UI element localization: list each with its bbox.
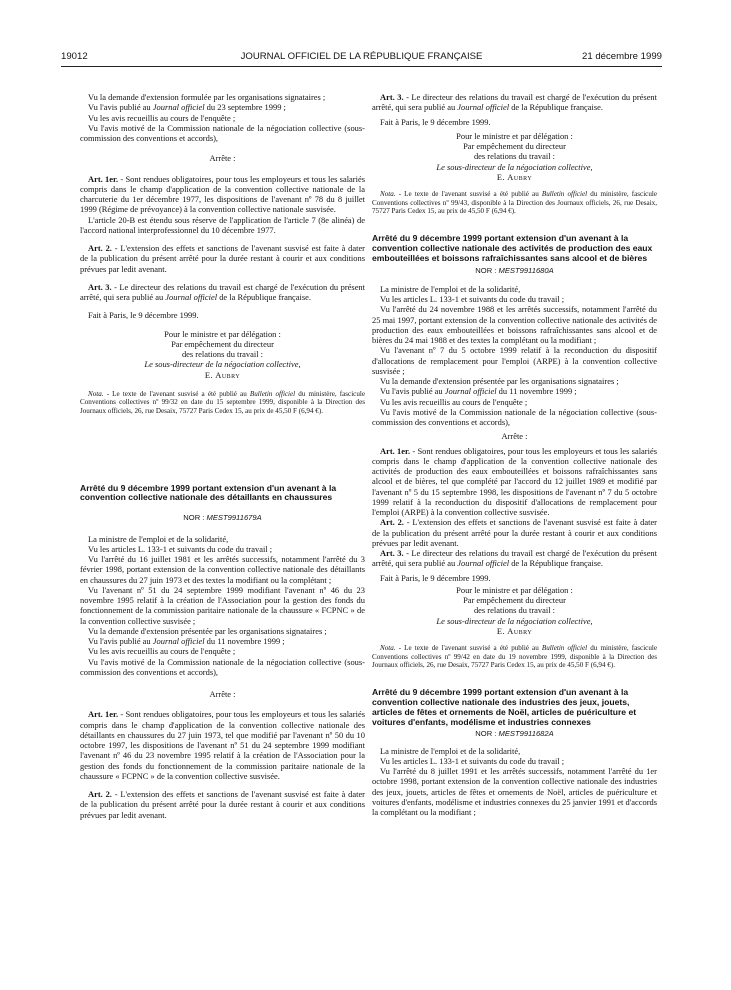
paragraph: Vu les avis recueillis au cours de l'enquête ;: [88, 112, 236, 123]
left-column: [80, 92, 365, 820]
paragraph: Vu l'avis motivé de la Commission nationale de la négociation collective (sous-commission des conventions et accords),: [80, 656, 365, 677]
arrete-heading: Arrête :: [209, 689, 236, 700]
nor-reference: NOR : MEST9911680A: [475, 265, 554, 275]
paragraph: Vu l'avis motivé de la Commission nationale de la négociation collective (sous-commission des conventions et accords),: [80, 122, 365, 143]
paragraph: Vu la demande d'extension présentée par les organisations signataires ;: [380, 376, 619, 386]
article-3: Art. 3. - Le directeur des relations du travail est chargé de l'exécution du présent arrêté, qui sera publié au Journal officiel de la République française.: [372, 548, 657, 569]
nor-reference: NOR : MEST9911679A: [183, 513, 262, 523]
signing-place-date: Fait à Paris, le 9 décembre 1999.: [380, 572, 491, 583]
paragraph: Vu l'avis publié au Journal officiel du 11 novembre 1999 ;: [88, 636, 285, 647]
paragraph: Vu les articles L. 133-1 et suivants du code du travail ;: [88, 543, 273, 554]
nota: Nota. - Le texte de l'avenant susvisé a été publié au Bulletin officiel du ministère, fascicule Conventions collectives nº 99/43, disponible à la Direction des Journaux officiels, 26, rue Desaix, 75727 Paris Cedex 15, au prix de 45,50 F (6,94 €).: [372, 190, 657, 216]
arrete-heading: Arrête :: [209, 153, 236, 164]
issue-date: 21 décembre 1999: [581, 51, 662, 62]
nota: Nota. - Le texte de l'avenant susvisé a été publié au Bulletin officiel du ministère, fascicule Conventions collectives nº 99/32 en date du 15 septembre 1999, disponible à la Direction des Journaux officiels, 26, rue Desaix, 75727 Paris Cedex 15, au prix de 45,50 F (6,94 €).: [80, 389, 365, 415]
article-1: Art. 1er. - Sont rendues obligatoires, pour tous les employeurs et tous les salariés compris dans le champ d'application de la convention collective nationale des activités de production des eaux embouteillées et boissons rafraîchissantes sans alcool et de bières, tel que complété par l'accord du 12 juillet 1989 et modifié par l'avenant nº 5 du 15 septembre 1998, les dispositions de l'avenant nº 7 du 5 octobre 1999 relatif à la reconduction du dispositif d'allocations de remplacement pour l'emploi (ARPE) à la convention collective susvisée.: [372, 445, 657, 517]
paragraph: Vu l'avis publié au Journal officiel du 23 septembre 1999 ;: [88, 102, 286, 113]
paragraph: Vu les articles L. 133-1 et suivants du code du travail ;: [380, 755, 565, 766]
page-number: 19012: [61, 51, 88, 62]
arrete-heading: Arrête :: [501, 431, 528, 442]
signature-block: Pour le ministre et par délégation : Par empêchement du directeur des relations du travail : Le sous-directeur de la négociation collective, E. Aubry: [372, 585, 657, 636]
article-3: Art. 3. - Le directeur des relations du travail est chargé de l'exécution du présent arrêté, qui sera publié au Journal officiel de la République française.: [372, 92, 657, 113]
journal-title: JOURNAL OFFICIEL DE LA RÉPUBLIQUE FRANÇAISE: [240, 51, 483, 62]
paragraph: Vu l'avenant nº 7 du 5 octobre 1999 relatif à la reconduction du dispositif d'allocations de remplacement pour l'emploi (ARPE) à la convention collective susvisée ;: [372, 345, 657, 376]
decree-title: Arrêté du 9 décembre 1999 portant extension d'un avenant à la convention collective nationale des détaillants en chaussures: [80, 482, 337, 503]
article-1: Art. 1er. - Sont rendues obligatoires, pour tous les employeurs et tous les salariés compris dans le champ d'application de la convention collective nationale de la charcuterie du 1er décembre 1977, les dispositions de l'avenant nº 78 du 8 juillet 1999 (Régime de prévoyance) à la convention collective nationale susvisée.: [80, 173, 365, 215]
header-rule: [61, 66, 662, 67]
paragraph: Vu la demande d'extension formulée par les organisations signataires ;: [88, 92, 326, 102]
paragraph: Vu les avis recueillis au cours de l'enquête ;: [380, 396, 528, 407]
decree-title: Arrêté du 9 décembre 1999 portant extension d'un avenant à la convention collective nationale des activités de production des eaux embouteillées et boissons rafraîchissantes sans alcool et de bières: [372, 232, 653, 263]
article-2: Art. 2. - L'extension des effets et sanctions de l'avenant susvisé est faite à dater de la publication du présent arrêté pour la durée restant à courir et aux conditions prévues par ledit avenant.: [372, 517, 657, 548]
nor-reference: NOR : MEST9911682A: [475, 729, 554, 739]
article-2: Art. 2. - L'extension des effets et sanctions de l'avenant susvisé est faite à dater de la publication du présent arrêté pour la durée restant à courir et aux conditions prévues par ledit avenant.: [80, 243, 365, 274]
paragraph: Vu l'avenant nº 51 du 24 septembre 1999 modifiant l'avenant nº 46 du 23 novembre 1995 relatif à la création de l'Association pour la gestion des fonds du fonctionnement de la commission paritaire nationale de la chaussure « FCPNC » de la convention collective susvisée ;: [80, 584, 365, 626]
article-3: Art. 3. - Le directeur des relations du travail est chargé de l'exécution du présent arrêté, qui sera publié au Journal officiel de la République française.: [80, 281, 365, 302]
nota: Nota. - Le texte de l'avenant susvisé a été publié au Bulletin officiel du ministère, fascicule Conventions collectives nº 99/42 en date du 19 novembre 1999, disponible à la Direction des Journaux officiels, 26, rue Desaix, 75727 Paris Cedex 15, au prix de 45,50 F (6,94 €).: [372, 644, 657, 670]
paragraph: La ministre de l'emploi et de la solidarité,: [380, 745, 521, 756]
paragraph: Vu les articles L. 133-1 et suivants du code du travail ;: [380, 294, 565, 304]
right-column: [372, 92, 657, 817]
paragraph: Vu l'arrêté du 24 novembre 1988 et les arrêtés successifs, notamment l'arrêté du 25 mai 1997, portant extension de la convention collective nationale des activités de production des eaux embouteillées et boissons rafraîchissantes sans alcool et de bières du 24 mai 1988 et des textes la complétant ou la modifiant ;: [372, 304, 657, 345]
signature-block: Pour le ministre et par délégation : Par empêchement du directeur des relations du travail : Le sous-directeur de la négociation collective, E. Aubry: [80, 329, 365, 380]
signing-place-date: Fait à Paris, le 9 décembre 1999.: [88, 310, 199, 321]
paragraph: Vu les avis recueillis au cours de l'enquête ;: [88, 646, 236, 657]
paragraph: Vu la demande d'extension présentée par les organisations signataires ;: [88, 625, 327, 636]
page-header: [61, 51, 662, 65]
article-2: Art. 2. - L'extension des effets et sanctions de l'avenant susvisé est faite à dater de la publication du présent arrêté pour la durée restant à courir et aux conditions prévues par ledit avenant.: [80, 789, 365, 820]
decree-title: Arrêté du 9 décembre 1999 portant extension d'un avenant à la convention collective nationale des industries des jeux, jouets, articles de fêtes et ornements de Noël, articles de puériculture et voitures d'enfants, modélisme et industries connexes: [372, 686, 637, 727]
paragraph: Vu l'avis publié au Journal officiel du 11 novembre 1999 ;: [380, 386, 577, 397]
article-1: Art. 1er. - Sont rendues obligatoires, pour tous les employeurs et tous les salariés compris dans le champ d'application de la convention collective nationale des détaillants en chaussures du 27 juin 1973, tel que modifié par l'avenant nº 50 du 10 octobre 1997, les dispositions de l'avenant nº 51 du 24 septembre 1999 modifiant l'avenant nº 46 du 23 novembre 1995 relatif à la création de l'Association pour la gestion des fonds du fonctionnement de la commission paritaire nationale de la chaussure « FCPNC » de la convention collective susvisée.: [80, 709, 365, 781]
signatory-name: E. Aubry: [496, 171, 533, 182]
signatory-name: E. Aubry: [496, 625, 533, 636]
paragraph: La ministre de l'emploi et de la solidarité,: [380, 283, 521, 294]
paragraph: L'article 20-B est étendu sous réserve de l'application de l'article 7 (8e alinéa) de l'accord national interprofessionnel du 10 décembre 1977.: [80, 214, 365, 235]
signatory-name: E. Aubry: [204, 369, 241, 380]
paragraph: Vu l'arrêté du 16 juillet 1981 et les arrêtés successifs, notamment l'arrêté du 3 février 1998, portant extension de la convention collective nationale des détaillants en chaussures du 27 juin 1973 et des textes la modifiant ou la complétant ;: [80, 554, 365, 585]
signing-place-date: Fait à Paris, le 9 décembre 1999.: [380, 116, 491, 127]
signature-block: Pour le ministre et par délégation : Par empêchement du directeur des relations du travail : Le sous-directeur de la négociation collective, E. Aubry: [372, 131, 657, 182]
paragraph: Vu l'arrêté du 8 juillet 1991 et les arrêtés successifs, notamment l'arrêté du 1er octobre 1998, portant extension de la convention collective nationale des industries des jeux, jouets, articles de fêtes et ornements de Noël, articles de puériculture et voitures d'enfants, modélisme et industries connexes du 25 janvier 1991 et d'accords la complétant ou la modifiant ;: [372, 766, 657, 818]
paragraph: Vu l'avis motivé de la Commission nationale de la négociation collective (sous-commission des conventions et accords),: [372, 406, 657, 427]
paragraph: La ministre de l'emploi et de la solidarité,: [88, 533, 229, 544]
